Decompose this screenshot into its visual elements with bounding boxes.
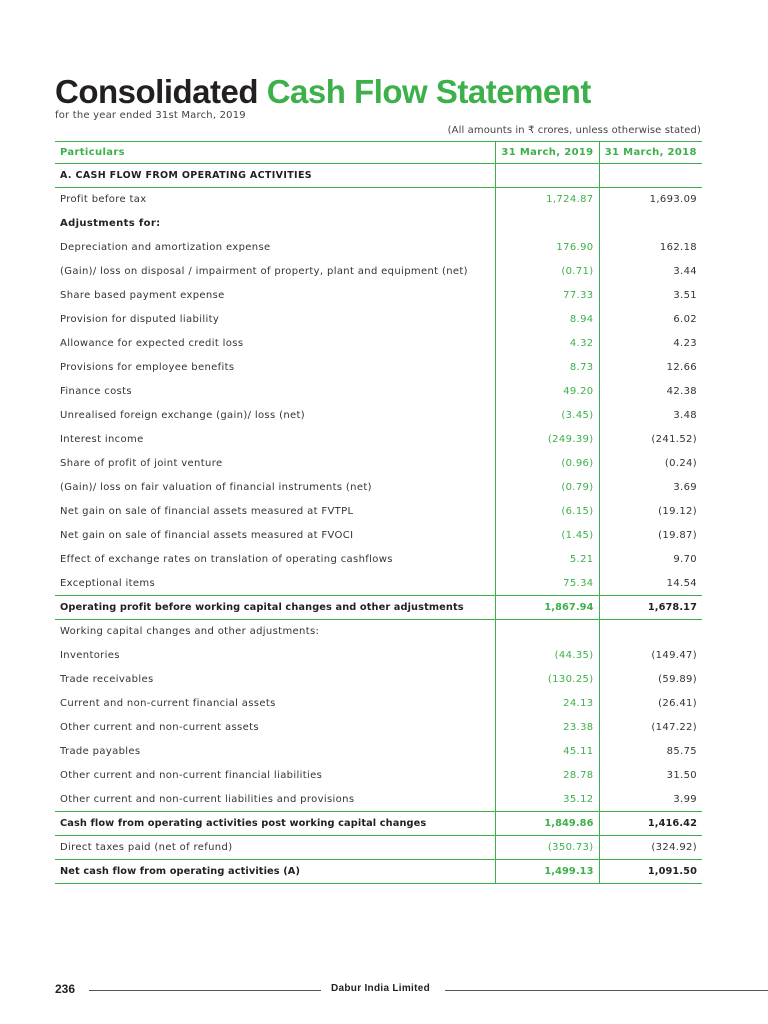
- cell-current: 45.11: [496, 740, 599, 764]
- cell-previous: 31.50: [599, 764, 702, 788]
- row-label: Allowance for expected credit loss: [60, 338, 244, 349]
- amounts-note: (All amounts in ₹ crores, unless otherwise stated): [447, 125, 701, 136]
- cell-current: [496, 212, 599, 236]
- cell-previous: 3.69: [599, 476, 702, 500]
- cell-previous: [599, 164, 702, 188]
- row-label: (Gain)/ loss on fair valuation of financial instruments (net): [60, 482, 372, 493]
- row-label: Effect of exchange rates on translation of operating cashflows: [60, 554, 393, 565]
- row-label: Other current and non-current liabilities and provisions: [60, 793, 355, 805]
- cell-previous: 85.75: [599, 740, 702, 764]
- row-label: Inventories: [60, 650, 120, 661]
- row-label: Cash flow from operating activities post working capital changes: [60, 818, 427, 829]
- table-row: [55, 524, 702, 548]
- cell-current: (1.45): [496, 524, 599, 548]
- cell-current: (249.39): [496, 428, 599, 452]
- row-label: Other current and non-current assets: [60, 722, 259, 733]
- page-footer: [55, 980, 768, 1000]
- cell-current: 24.13: [496, 692, 599, 716]
- cell-previous: (59.89): [599, 668, 702, 692]
- page-title: [55, 72, 591, 112]
- row-label: Provision for disputed liability: [60, 314, 220, 325]
- cell-previous: 3.99: [599, 788, 702, 812]
- table-row: [55, 716, 702, 740]
- cell-previous: 3.44: [599, 260, 702, 284]
- cell-previous: 1,693.09: [599, 188, 702, 212]
- cell-current: 1,499.13: [496, 860, 599, 884]
- table-row: [55, 740, 702, 764]
- cell-previous: 14.54: [599, 572, 702, 596]
- cell-previous: (241.52): [599, 428, 702, 452]
- table-row: [55, 644, 702, 668]
- total-row-net-cash: [55, 860, 702, 884]
- cell-current: 176.90: [496, 236, 599, 260]
- table-row: [55, 572, 702, 596]
- cell-previous: 3.48: [599, 404, 702, 428]
- cell-current: (44.35): [496, 644, 599, 668]
- cell-previous: 12.66: [599, 356, 702, 380]
- cell-current: (0.96): [496, 452, 599, 476]
- row-label: Current and non-current financial assets: [60, 698, 276, 709]
- row-label: Interest income: [60, 434, 144, 445]
- cell-current: 1,867.94: [496, 596, 599, 620]
- row-label: Net gain on sale of financial assets measured at FVOCI: [60, 530, 354, 541]
- table-row: [55, 284, 702, 308]
- row-label: Operating profit before working capital changes and other adjustments: [60, 602, 464, 613]
- subtotal-row-post-working-capital: [55, 812, 702, 836]
- cell-previous: 6.02: [599, 308, 702, 332]
- cell-previous: (19.87): [599, 524, 702, 548]
- cell-current: 77.33: [496, 284, 599, 308]
- row-label: Share based payment expense: [60, 290, 225, 301]
- table-row: [55, 500, 702, 524]
- table-row: [55, 188, 702, 212]
- row-label: Unrealised foreign exchange (gain)/ loss (net): [60, 410, 306, 421]
- footer-company: Dabur India Limited: [331, 983, 431, 994]
- section-heading-row: [55, 164, 702, 188]
- table-row: [55, 476, 702, 500]
- cell-current: 49.20: [496, 380, 599, 404]
- row-label: Adjustments for:: [60, 218, 161, 229]
- row-label: Trade receivables: [60, 674, 154, 685]
- header-current-year: 31 March, 2019: [496, 142, 599, 164]
- table-row: [55, 764, 702, 788]
- cell-previous: (149.47): [599, 644, 702, 668]
- cell-current: 8.73: [496, 356, 599, 380]
- row-label: Share of profit of joint venture: [60, 458, 223, 469]
- row-label: Trade payables: [60, 746, 141, 757]
- cell-previous: 42.38: [599, 380, 702, 404]
- cell-current: 1,849.86: [496, 812, 599, 836]
- row-label: Profit before tax: [60, 194, 147, 206]
- cell-previous: (0.24): [599, 452, 702, 476]
- row-label: Depreciation and amortization expense: [60, 242, 271, 253]
- cell-current: 4.32: [496, 332, 599, 356]
- title-part-1: Consolidated: [55, 73, 259, 110]
- table-row: [55, 356, 702, 380]
- table-row: [55, 428, 702, 452]
- title-part-2: Cash Flow Statement: [266, 73, 591, 110]
- row-label: Provisions for employee benefits: [60, 362, 235, 373]
- cell-previous: [599, 212, 702, 236]
- table-row: [55, 308, 702, 332]
- table-row: [55, 332, 702, 356]
- cell-previous: 9.70: [599, 548, 702, 572]
- cell-current: (0.71): [496, 260, 599, 284]
- cell-current: 35.12: [496, 788, 599, 812]
- table-row: [55, 452, 702, 476]
- row-label: Direct taxes paid (net of refund): [60, 842, 233, 853]
- cell-previous: (26.41): [599, 692, 702, 716]
- table-row: [55, 836, 702, 860]
- cell-previous: 1,678.17: [599, 596, 702, 620]
- cell-previous: 162.18: [599, 236, 702, 260]
- cell-current: [496, 620, 599, 644]
- cell-current: 5.21: [496, 548, 599, 572]
- cell-current: 75.34: [496, 572, 599, 596]
- table-row: [55, 236, 702, 260]
- section-heading: A. CASH FLOW FROM OPERATING ACTIVITIES: [60, 170, 312, 181]
- header-previous-year: 31 March, 2018: [599, 142, 702, 164]
- footer-rule-right: [445, 990, 768, 991]
- row-label: (Gain)/ loss on disposal / impairment of property, plant and equipment (net): [60, 266, 468, 277]
- table-row: [55, 668, 702, 692]
- cell-current: [496, 164, 599, 188]
- row-label: Finance costs: [60, 386, 132, 397]
- cell-previous: 1,091.50: [599, 860, 702, 884]
- table-row: [55, 404, 702, 428]
- cell-current: (6.15): [496, 500, 599, 524]
- cell-current: 1,724.87: [496, 188, 599, 212]
- subtitle: for the year ended 31st March, 2019: [55, 110, 246, 121]
- cell-current: (0.79): [496, 476, 599, 500]
- row-label: Working capital changes and other adjustments:: [60, 626, 320, 638]
- row-label: Exceptional items: [60, 577, 156, 589]
- cell-previous: (324.92): [599, 836, 702, 860]
- cell-current: 23.38: [496, 716, 599, 740]
- cell-previous: 3.51: [599, 284, 702, 308]
- cash-flow-table: [55, 141, 702, 884]
- subtotal-row-operating-profit: [55, 596, 702, 620]
- cell-current: (3.45): [496, 404, 599, 428]
- table-header-row: [55, 142, 702, 164]
- row-label: Net gain on sale of financial assets measured at FVTPL: [60, 506, 354, 517]
- table-row: [55, 788, 702, 812]
- working-capital-heading-row: [55, 620, 702, 644]
- cell-current: (350.73): [496, 836, 599, 860]
- header-particulars: Particulars: [60, 147, 125, 158]
- subheading-row: [55, 212, 702, 236]
- table-row: [55, 260, 702, 284]
- table-row: [55, 380, 702, 404]
- cell-current: 8.94: [496, 308, 599, 332]
- cell-current: (130.25): [496, 668, 599, 692]
- row-label: Net cash flow from operating activities (A): [60, 866, 301, 877]
- cell-previous: [599, 620, 702, 644]
- footer-rule-left: [89, 990, 321, 991]
- cell-previous: (19.12): [599, 500, 702, 524]
- row-label: Other current and non-current financial liabilities: [60, 770, 323, 781]
- cell-previous: (147.22): [599, 716, 702, 740]
- table-row: [55, 548, 702, 572]
- table-row: [55, 692, 702, 716]
- cell-previous: 4.23: [599, 332, 702, 356]
- cell-previous: 1,416.42: [599, 812, 702, 836]
- page-number: 236: [55, 982, 76, 996]
- cell-current: 28.78: [496, 764, 599, 788]
